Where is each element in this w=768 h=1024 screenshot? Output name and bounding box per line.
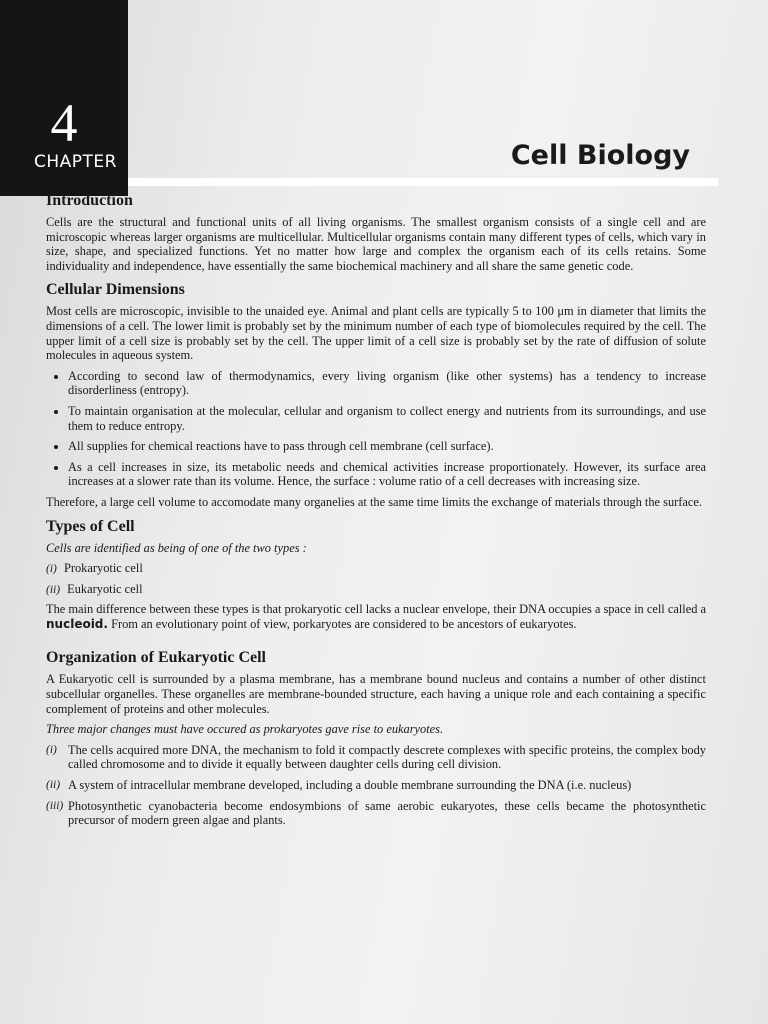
lead-text: Cells are identified as being of one of the two types : [46,540,307,555]
paragraph: Most cells are microscopic, invisible to the unaided eye. Animal and plant cells are typically 5 to 100 μm in diameter that limits the dimensions of a cell. The lower limit is probably set by the minimum number of each type of biomolecules required by the cell. The upper limit of a cell size is probably set by the cell. The upper limit of a cell size is probably set by the rate of diffusion of solute molecules in aqueous system. [46,304,706,363]
numbered-list [46,743,706,828]
text-segment: The main difference between these types is that prokaryotic cell lacks a nuclear envelope, their DNA occupies a space in cell called a [46,602,706,617]
list-marker: (i) [46,563,57,576]
list-marker: (i) [46,743,57,756]
list-marker: (ii) [46,779,61,792]
list-item [46,799,706,828]
bold-term: nucleoid. [46,616,108,631]
section-introduction [46,192,706,273]
chapter-title: Cell Biology [510,140,690,171]
chapter-number: 4 [50,93,78,153]
bullet-list [46,369,706,489]
paragraph: Therefore, a large cell volume to accomodate many organelies at the same time limits the exchange of materials through the surface. [46,494,702,509]
text-segment: From an evolutionary point of view, porkaryotes are considered to be ancestors of eukaryotes. [107,616,577,631]
list-text: A system of intracellular membrane developed, including a double membrane surrounding the DNA (i.e. nucleus) [68,778,632,793]
list-item [46,561,706,577]
list-marker: (ii) [46,583,61,596]
list-text: Prokaryotic cell [63,561,143,576]
paragraph [46,602,706,631]
section-heading: Introduction [46,192,133,209]
list-item [46,743,706,772]
lead-text: Three major changes must have occured as prokaryotes gave rise to eukaryotes. [46,722,444,737]
section-heading: Cellular Dimensions [46,281,185,299]
section-organization [46,649,706,827]
list-marker: (iii) [46,799,64,812]
section-cellular-dimensions [46,281,706,509]
list-item [46,582,706,598]
list-text: The cells acquired more DNA, the mechanism to fold it compactly descrete complexes with specific proteins, the complex body called chromosome and to divide it equally between daughter cells during cell division. [68,742,706,772]
list-item: • All supplies for chemical reactions have to pass through cell membrane (cell surface). [68,439,706,454]
list-item: • According to second law of thermodynamics, every living organism (like other systems) has a tendency to increase disorderliness (entropy). [68,369,706,398]
section-heading: Organization of Eukaryotic Cell [46,649,266,667]
paragraph: Cells are the structural and functional units of all living organisms. The smallest organism consists of a single cell and are microscopic whereas larger organisms are multicellular. Multicellular organisms contain many different types of cells, which vary in size, shape, and specialized functions. Yet no matter how large and complex the organism each of its cells retains. Some individuality and independence, have essentially the same biochemical machinery and all share the same genetic code. [46,215,706,273]
list-item: • As a cell increases in size, its metabolic needs and chemical activities increase proportionately. However, its surface area increases at a slower rate than its volume. Hence, the surface : volume ratio of a cell decreases with increasing size. [68,460,706,489]
list-text: Photosynthetic cyanobacteria become endosymbions of same aerobic eukaryotes, these cells became the photosynthetic precursor of modern green algae and plants. [68,798,706,828]
section-heading: Types of Cell [46,517,135,535]
chapter-banner [0,0,128,196]
paragraph: A Eukaryotic cell is surrounded by a plasma membrane, has a membrane bound nucleus and contains a number of other distinct subcellular organelles. These organelles are membrane-bounded structure, each having a unique role and each containing a specific complement of proteins and other molecules. [46,672,706,716]
list-item [46,778,706,793]
header-rule [128,178,718,186]
list-text: Eukaryotic cell [67,581,143,596]
section-types-of-cell [46,518,706,632]
page-content [46,192,706,836]
chapter-label: CHAPTER [34,152,117,172]
list-item: • To maintain organisation at the molecular, cellular and organism to collect energy and nutrients from its surroundings, and use them to reduce entropy. [68,404,706,433]
